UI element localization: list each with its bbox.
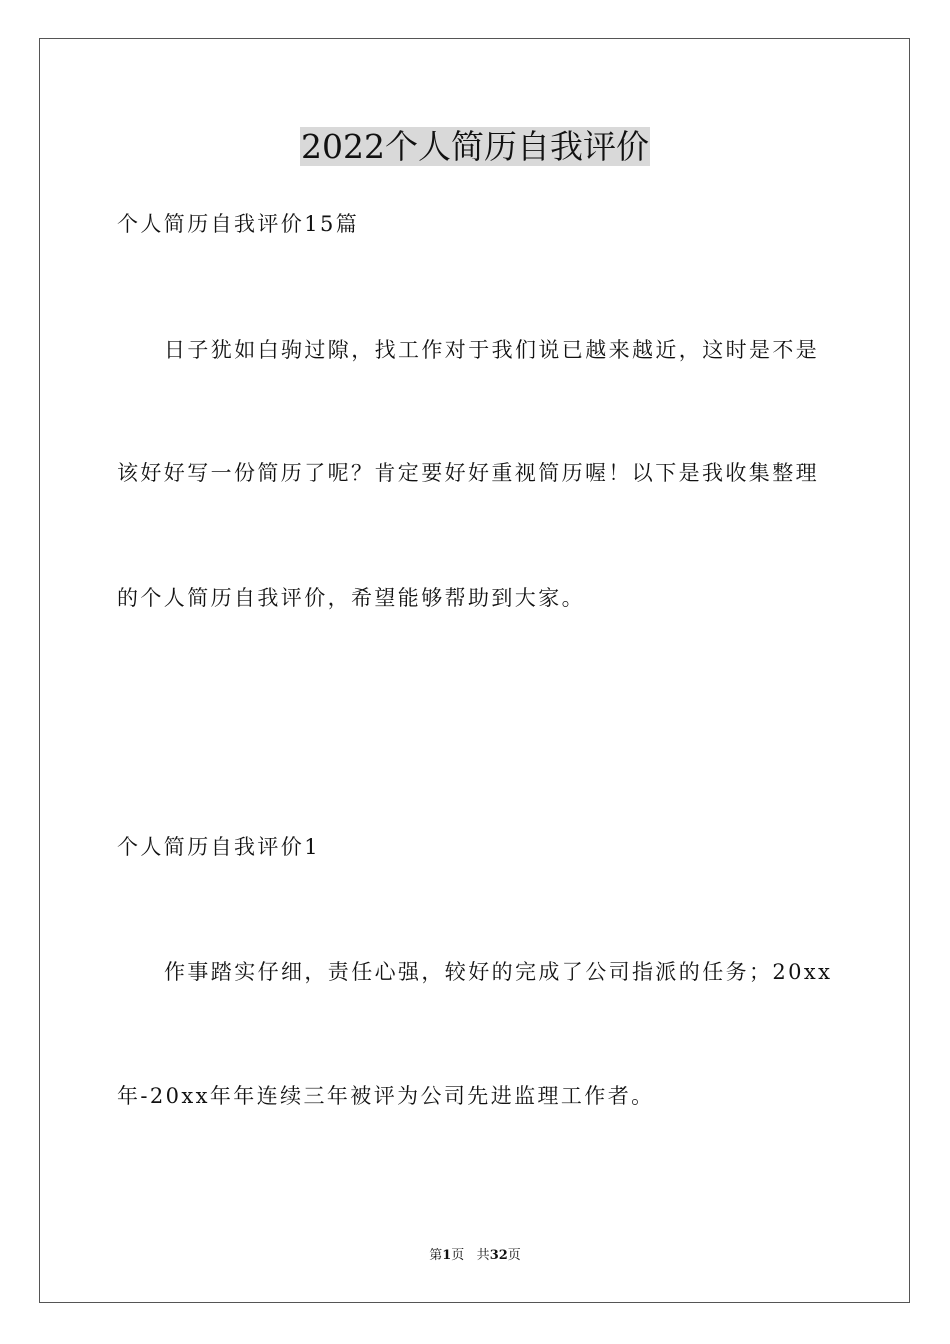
footer-page-prefix: 第 xyxy=(429,1248,443,1263)
footer-total-pages: 32 xyxy=(489,1248,508,1263)
footer-page-suffix: 页 xyxy=(451,1248,465,1263)
intro-line-1: 日子犹如白驹过隙，找工作对于我们说已越来越近，这时是不是 xyxy=(164,338,820,362)
section-line-2: 年-20xx年年连续三年被评为公司先进监理工作者。 xyxy=(117,1084,655,1108)
document-title xyxy=(0,123,950,171)
section-line-1: 作事踏实仔细，责任心强，较好的完成了公司指派的任务；20xx xyxy=(164,960,833,984)
document-title-text: 2022个人简历自我评价 xyxy=(301,127,649,166)
intro-line-2: 该好好写一份简历了呢？肯定要好好重视简历喔！以下是我收集整理 xyxy=(117,461,819,485)
section-heading: 个人简历自我评价1 xyxy=(117,835,320,859)
footer-total-prefix: 共 xyxy=(476,1248,490,1263)
footer-page-number: 1 xyxy=(442,1248,452,1263)
page-footer xyxy=(0,1247,950,1265)
document-subtitle: 个人简历自我评价15篇 xyxy=(117,212,360,236)
intro-line-3: 的个人简历自我评价，希望能够帮助到大家。 xyxy=(117,586,585,610)
footer-total-suffix: 页 xyxy=(507,1248,521,1263)
